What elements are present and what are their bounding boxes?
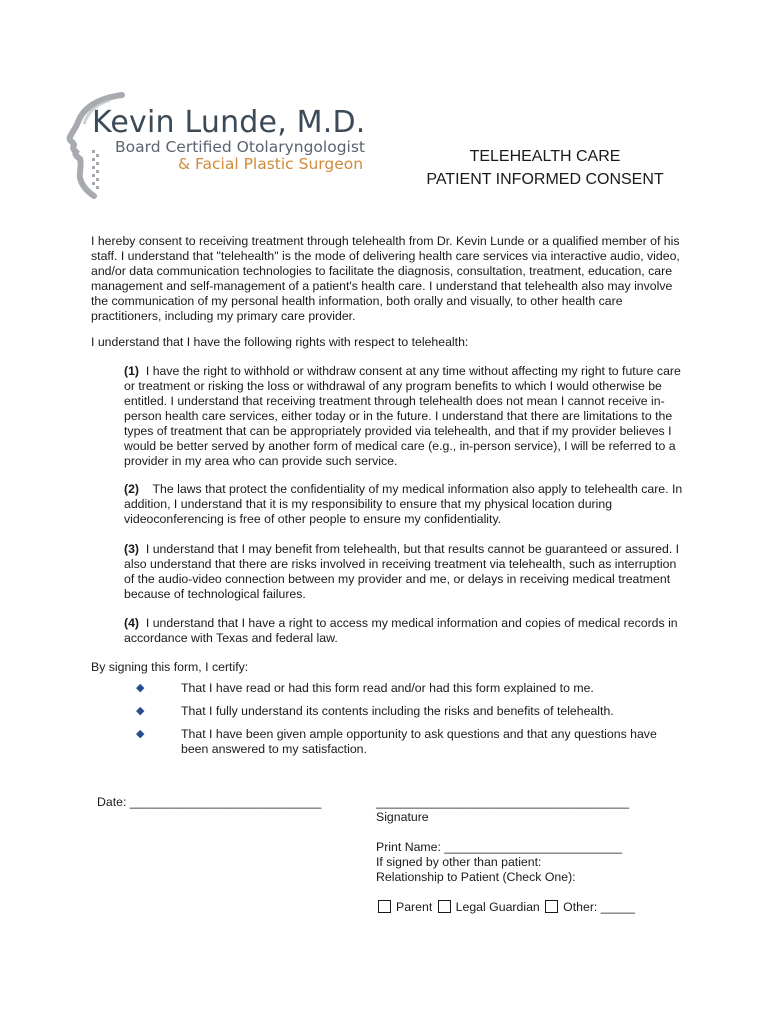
right-item-1 bbox=[124, 364, 684, 469]
right-item-4 bbox=[124, 616, 684, 646]
legal-guardian-checkbox[interactable] bbox=[438, 900, 451, 913]
date-field[interactable]: Date: ____________________________ bbox=[97, 795, 322, 809]
right-text: The laws that protect the confidentiality of my medical information also apply to telehealth care. In addition, I understand that it is my responsibility to ensure that my physical location during videoconferencing is free of other people to ensure my confidentiality. bbox=[124, 482, 683, 526]
right-number: (4) bbox=[124, 616, 140, 630]
consent-intro-paragraph: I hereby consent to receiving treatment through telehealth from Dr. Kevin Lunde or a qualified member of his staff. I understand that "telehealth" is the mode of delivering health care services via interactive audio, video, and/or data communication technologies to facilitate the diagnosis, consultation, treatment, education, care management and self-management of a patient's health care. I understand that telehealth also may involve the communication of my personal health information, both orally and visually, to other health care practitioners, including my primary care provider. bbox=[91, 234, 680, 323]
if-signed-note: If signed by other than patient: bbox=[376, 855, 542, 869]
print-name-field[interactable]: Print Name: __________________________ bbox=[376, 840, 623, 854]
right-text: I understand that I may benefit from telehealth, but that results cannot be guaranteed or assured. I also understand that there are risks involved in receiving treatment via telehealth, such as interruption of the audio-video connection between my provider and me, or delays in receiving medical treatment because of technological failures. bbox=[124, 542, 680, 601]
certification-text: That I have read or had this form read and/or had this form explained to me. bbox=[181, 681, 594, 695]
right-number: (2) bbox=[124, 482, 140, 496]
diamond-bullet-icon: ◆ bbox=[136, 728, 145, 740]
right-text: I understand that I have a right to access my medical information and copies of medical records in accordance with Texas and federal law. bbox=[124, 616, 678, 645]
diamond-bullet-icon: ◆ bbox=[136, 682, 145, 694]
right-text: I have the right to withhold or withdraw consent at any time without affecting my right to future care or treatment or risking the loss or withdrawal of any program benefits to which I would otherwise be entitled. I understand that receiving treatment through telehealth does not mean I cannot receive in-person health care services, either today or in the future. I understand that there are limitations to the types of treatment that can be appropriately provided via telehealth, and that if my provider believes I would be better served by another form of medical care (e.g., in-person service), I will be referred to a provider in my area who can provide such service. bbox=[124, 364, 681, 468]
right-number: (1) bbox=[124, 364, 140, 378]
relationship-label: Relationship to Patient (Check One): bbox=[376, 870, 576, 884]
certify-intro: By signing this form, I certify: bbox=[91, 660, 249, 674]
parent-checkbox[interactable] bbox=[378, 900, 391, 913]
certification-text: That I fully understand its contents including the risks and benefits of telehealth. bbox=[181, 704, 614, 718]
right-number: (3) bbox=[124, 542, 140, 556]
title-line-2: PATIENT INFORMED CONSENT bbox=[426, 171, 664, 188]
logo-credential: Board Certified Otolaryngologist bbox=[115, 138, 366, 156]
right-item-3 bbox=[124, 542, 684, 602]
other-checkbox[interactable] bbox=[545, 900, 558, 913]
legal-guardian-label: Legal Guardian bbox=[455, 900, 540, 914]
document-title bbox=[400, 145, 690, 191]
diamond-bullet-icon: ◆ bbox=[136, 705, 145, 717]
certification-text: That I have been given ample opportunity to ask questions and that any questions have been answered to my satisfaction. bbox=[181, 727, 657, 756]
right-item-2 bbox=[124, 482, 684, 527]
signature-line[interactable]: _____________________________________ bbox=[376, 795, 630, 809]
logo-specialty: & Facial Plastic Surgeon bbox=[178, 155, 364, 173]
parent-label: Parent bbox=[396, 900, 433, 914]
other-label: Other: _____ bbox=[563, 900, 635, 914]
title-line-1: TELEHEALTH CARE bbox=[469, 148, 621, 165]
signature-label: Signature bbox=[376, 810, 429, 824]
logo-doctor-name: Kevin Lunde, M.D. bbox=[92, 105, 366, 140]
rights-intro: I understand that I have the following rights with respect to telehealth: bbox=[91, 335, 469, 349]
practice-logo bbox=[62, 92, 372, 200]
relationship-options bbox=[376, 900, 635, 915]
